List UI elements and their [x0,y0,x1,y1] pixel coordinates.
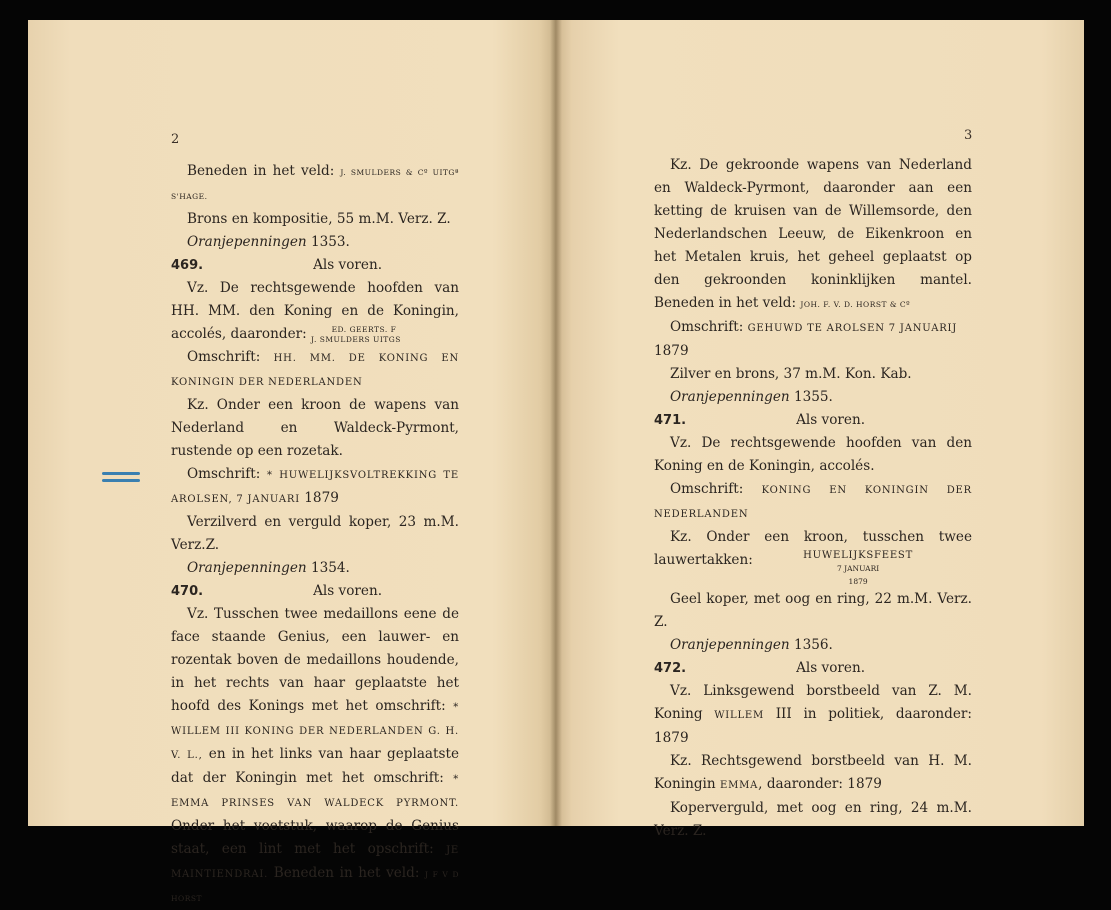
open-book [28,20,1084,903]
entry-472-obverse: Vz. Linksgewend borstbeeld van Z. M. Koning WILLEM III in politiek, daaronder: 1879 [654,683,972,746]
book-gutter [550,20,562,826]
entry-470-heading: 470. Als voren. [171,583,383,599]
entry-472-heading: 472. Als voren. [654,660,866,676]
left-page-text [171,160,459,910]
entry-471-material: Geel koper, met oog en ring, 22 m.M. Verz. Z. [654,591,972,630]
right-page [556,20,1084,839]
entry-472-material: Koperverguld, met oog en ring, 24 m.M. Verz. Z. [654,800,972,839]
entry-reverse: Kz. De gekroonde wapens van Nederland en Waldeck-Pyrmont, daaronder aan een ketting de kruisen van de Willemsorde, den Nederlandschen Leeuw, de Eikenkroon en het Metalen kruis, het geheel geplaatst op den gekroonden koninklijken mantel. Beneden in het veld: JOH. F. V. D. HORST & Cº [654,157,972,311]
paragraph: Beneden in het veld: J. SMULDERS & Cº UITGª S'HAGE. [171,163,459,201]
entry-469-material: Verzilverd en verguld koper, 23 m.M. Verz.Z. [171,514,459,553]
entry-471-reference: Oranjepenningen 1356. [670,637,833,653]
entry-reference: Oranjepenningen 1355. [670,389,833,405]
entry-470-obverse: Vz. Tusschen twee medaillons eene de face staande Genius, een lauwer- en rozentak boven de medaillons houdende, in het rechts van haar geplaatste het hoofd des Konings met het omschrift: * WILLEM III KONING DER NEDERLANDEN G. H. V. L., en in het links van haar geplaatste dat der Koningin met het omschrift: * EMMA PRINSES VAN WALDECK PYRMONT. Onder het voetstuk, waarop de Genius staat, een lint met het opschrift: JE MAINTIENDRAI. Beneden in het veld: J F V D HORST [171,606,459,903]
paragraph: Brons en kompositie, 55 m.M. Verz. Z. [187,211,451,227]
left-page [28,20,556,903]
entry-471-reverse: Kz. Onder een kroon, tusschen twee lauwertakken: HUWELIJKSFEEST 7 JANUARI 1879 [654,529,972,586]
page-number: 3 [964,128,973,143]
signature-inscription: ED. GEERTS. F J. SMULDERS UITGS [311,324,401,344]
entry-469-reference: Oranjepenningen 1354. [187,560,350,576]
entry-471-heading: 471. Als voren. [654,412,866,428]
entry-469-heading: 469. Als voren. [171,257,383,273]
page-number: 2 [171,132,180,147]
paragraph: Oranjepenningen 1353. [187,234,350,250]
entry-material: Zilver en brons, 37 m.M. Kon. Kab. [670,366,912,382]
entry-469-legend-2: Omschrift: * HUWELIJKSVOLTREKKING TE AROLSEN, 7 JANUARI 1879 [171,466,459,506]
entry-469-obverse: Vz. De rechtsgewende hoofden van HH. MM. den Koning en de Koningin, accolés, daaronder: ED. GEERTS. F J. SMULDERS UITGS [171,280,459,344]
entry-472-reverse: Kz. Rechtsgewend borstbeeld van H. M. Koningin EMMA, daaronder: 1879 [654,753,972,792]
inscription: HUWELIJKSFEEST 7 JANUARI 1879 [803,550,914,586]
right-page-text [654,154,972,843]
entry-471-legend: Omschrift: KONING EN KONINGIN DER NEDERLANDEN [654,481,972,520]
entry-469-reverse: Kz. Onder een kroon de wapens van Nederland en Waldeck-Pyrmont, rustende op een rozetak. [171,397,459,459]
entry-year: 1879 [654,343,689,359]
entry-legend: Omschrift: GEHUWD TE AROLSEN 7 JANUARIJ [670,319,958,335]
entry-471-obverse: Vz. De rechtsgewende hoofden van den Koning en de Koningin, accolés. [654,435,972,474]
pencil-mark-icon [102,472,140,486]
entry-469-legend: Omschrift: HH. MM. DE KONING EN KONINGIN DER NEDERLANDEN [171,349,459,388]
